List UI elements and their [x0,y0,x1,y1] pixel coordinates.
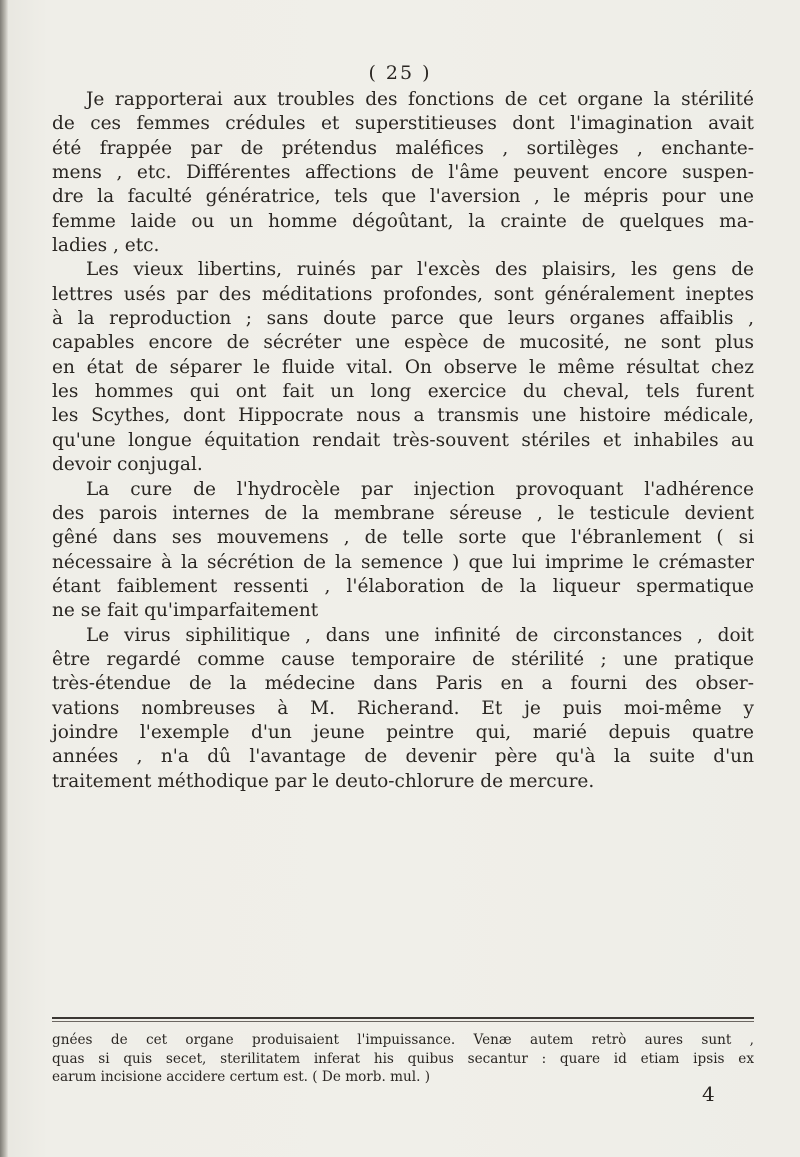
text-line: les hommes qui ont fait un long exercice du cheval, tels furent [52,381,754,403]
text-line: La cure de l'hydrocèle par injection provoquant l'adhérence [86,478,754,500]
text-line: été frappée par de prétendus maléfices , sortilèges , enchante- [52,137,754,159]
book-spine-edge [0,0,8,1157]
text-line: traitement méthodique par le deuto-chlorure de mercure. [52,770,595,792]
text-line: nécessaire à la sécrétion de la semence ) que lui imprime le crémaster [52,551,754,573]
text-line: très-étendue de la médecine dans Paris en a fourni des obser- [52,673,754,695]
text-line: capables encore de sécréter une espèce de mucosité, ne sont plus [52,332,754,354]
text-line: ne se fait qu'imparfaitement [52,600,319,622]
footnote-separator [52,1017,754,1019]
text-line: des parois internes de la membrane séreuse , le testicule devient [52,502,754,524]
text-line: gêné dans ses mouvemens , de telle sorte que l'ébranlement ( si [52,527,754,549]
text-line: en état de séparer le fluide vital. On observe le même résultat chez [52,356,754,378]
signature-mark: 4 [702,1082,715,1106]
text-line: années , n'a dû l'avantage de devenir père qu'à la suite d'un [52,746,754,768]
body-text [52,88,754,794]
footnote [52,1031,754,1087]
text-line: mens , etc. Différentes affections de l'âme peuvent encore suspen- [52,162,754,184]
footnote-line: earum incisione accidere certum est. ( De morb. mul. ) [52,1069,431,1085]
text-line: femme laide ou un homme dégoûtant, la crainte de quelques ma- [52,210,754,232]
text-line: Les vieux libertins, ruinés par l'excès des plaisirs, les gens de [86,259,754,281]
text-line: devoir conjugal. [52,454,203,476]
text-line: étant faiblement ressenti , l'élaboration de la liqueur spermatique [52,575,754,597]
text-line: joindre l'exemple d'un jeune peintre qui, marié depuis quatre [52,721,754,743]
text-line: de ces femmes crédules et superstitieuses dont l'imagination avait [52,113,754,135]
text-line: à la reproduction ; sans doute parce que leurs organes affaiblis , [52,308,754,330]
text-line: lettres usés par des méditations profondes, sont généralement ineptes [52,283,754,305]
text-line: ladies , etc. [52,235,160,257]
text-line: dre la faculté génératrice, tels que l'aversion , le mépris pour une [52,186,754,208]
page-number: ( 25 ) [368,62,432,84]
text-line: qu'une longue équitation rendait très-souvent stériles et inhabiles au [52,429,754,451]
footnote-line: gnées de cet organe produisaient l'impuissance. Venæ autem retrò aures sunt , [52,1032,754,1048]
text-line: vations nombreuses à M. Richerand. Et je puis moi-même y [52,697,754,719]
text-line: Le virus siphilitique , dans une infinité de circonstances , doit [86,624,754,646]
footnote-line: quas si quis secet, sterilitatem inferat his quibus secantur : quare id etiam ipsis ex [52,1050,754,1067]
text-line: les Scythes, dont Hippocrate nous a transmis une histoire médicale, [52,405,754,427]
text-line: être regardé comme cause temporaire de stérilité ; une pratique [52,648,754,670]
text-line: Je rapporterai aux troubles des fonctions de cet organe la stérilité [86,89,754,110]
